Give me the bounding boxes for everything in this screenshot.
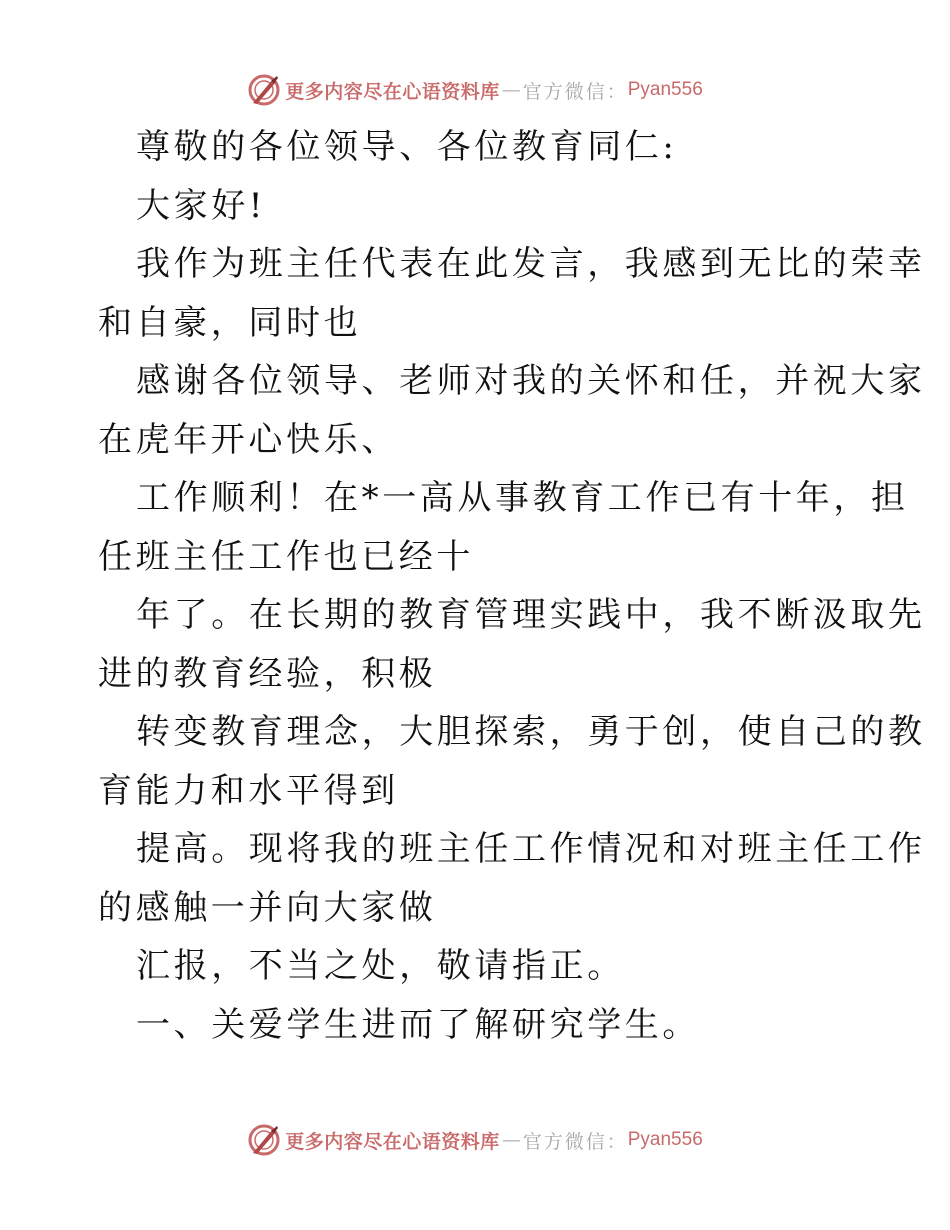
header-separator: — bbox=[501, 79, 521, 101]
text-line: 工作顺利！在*一高从事教育工作已有十年，担 bbox=[136, 478, 909, 518]
text-line: 进的教育经验，积极 bbox=[98, 653, 437, 694]
text-line: 育能力和水平得到 bbox=[98, 770, 399, 811]
footer-watermark bbox=[0, 1120, 950, 1160]
header-official-label: 官方微信： bbox=[522, 80, 628, 103]
text-line: 大家好! bbox=[136, 185, 267, 226]
text-line: 转变教育理念，大胆探索，勇于创，使自己的教 bbox=[136, 712, 926, 752]
text-line: 在虎年开心快乐、 bbox=[98, 419, 399, 460]
text-line: 年了。在长期的教育管理实践中，我不断汲取先 bbox=[136, 595, 926, 635]
text-line: 任班主任工作也已经十 bbox=[98, 536, 474, 577]
document-body bbox=[98, 118, 926, 1054]
footer-handle: Pyan556 bbox=[627, 1129, 703, 1150]
text-line: 一、关爱学生进而了解研究学生。 bbox=[136, 1004, 700, 1045]
text-line: 尊敬的各位领导、各位教育同仁: bbox=[136, 127, 678, 167]
footer-brand-text: 更多内容尽在心语资料库 bbox=[285, 1130, 500, 1153]
text-line: 我作为班主任代表在此发言，我感到无比的荣幸 bbox=[136, 244, 926, 284]
text-line: 汇报，不当之处，敬请指正。 bbox=[136, 946, 625, 986]
header-watermark bbox=[0, 70, 950, 110]
footer-separator: — bbox=[501, 1129, 521, 1151]
quill-logo-icon bbox=[247, 1123, 281, 1157]
text-line: 的感触一并向大家做 bbox=[98, 887, 437, 928]
header-handle: Pyan556 bbox=[627, 79, 703, 100]
text-line: 感谢各位领导、老师对我的关怀和任，并祝大家 bbox=[136, 361, 926, 401]
text-line: 和自豪，同时也 bbox=[98, 302, 362, 343]
quill-logo-icon bbox=[247, 73, 281, 107]
header-brand-text: 更多内容尽在心语资料库 bbox=[285, 80, 500, 103]
text-line: 提高。现将我的班主任工作情况和对班主任工作 bbox=[136, 829, 926, 869]
footer-official-label: 官方微信： bbox=[522, 1130, 628, 1153]
